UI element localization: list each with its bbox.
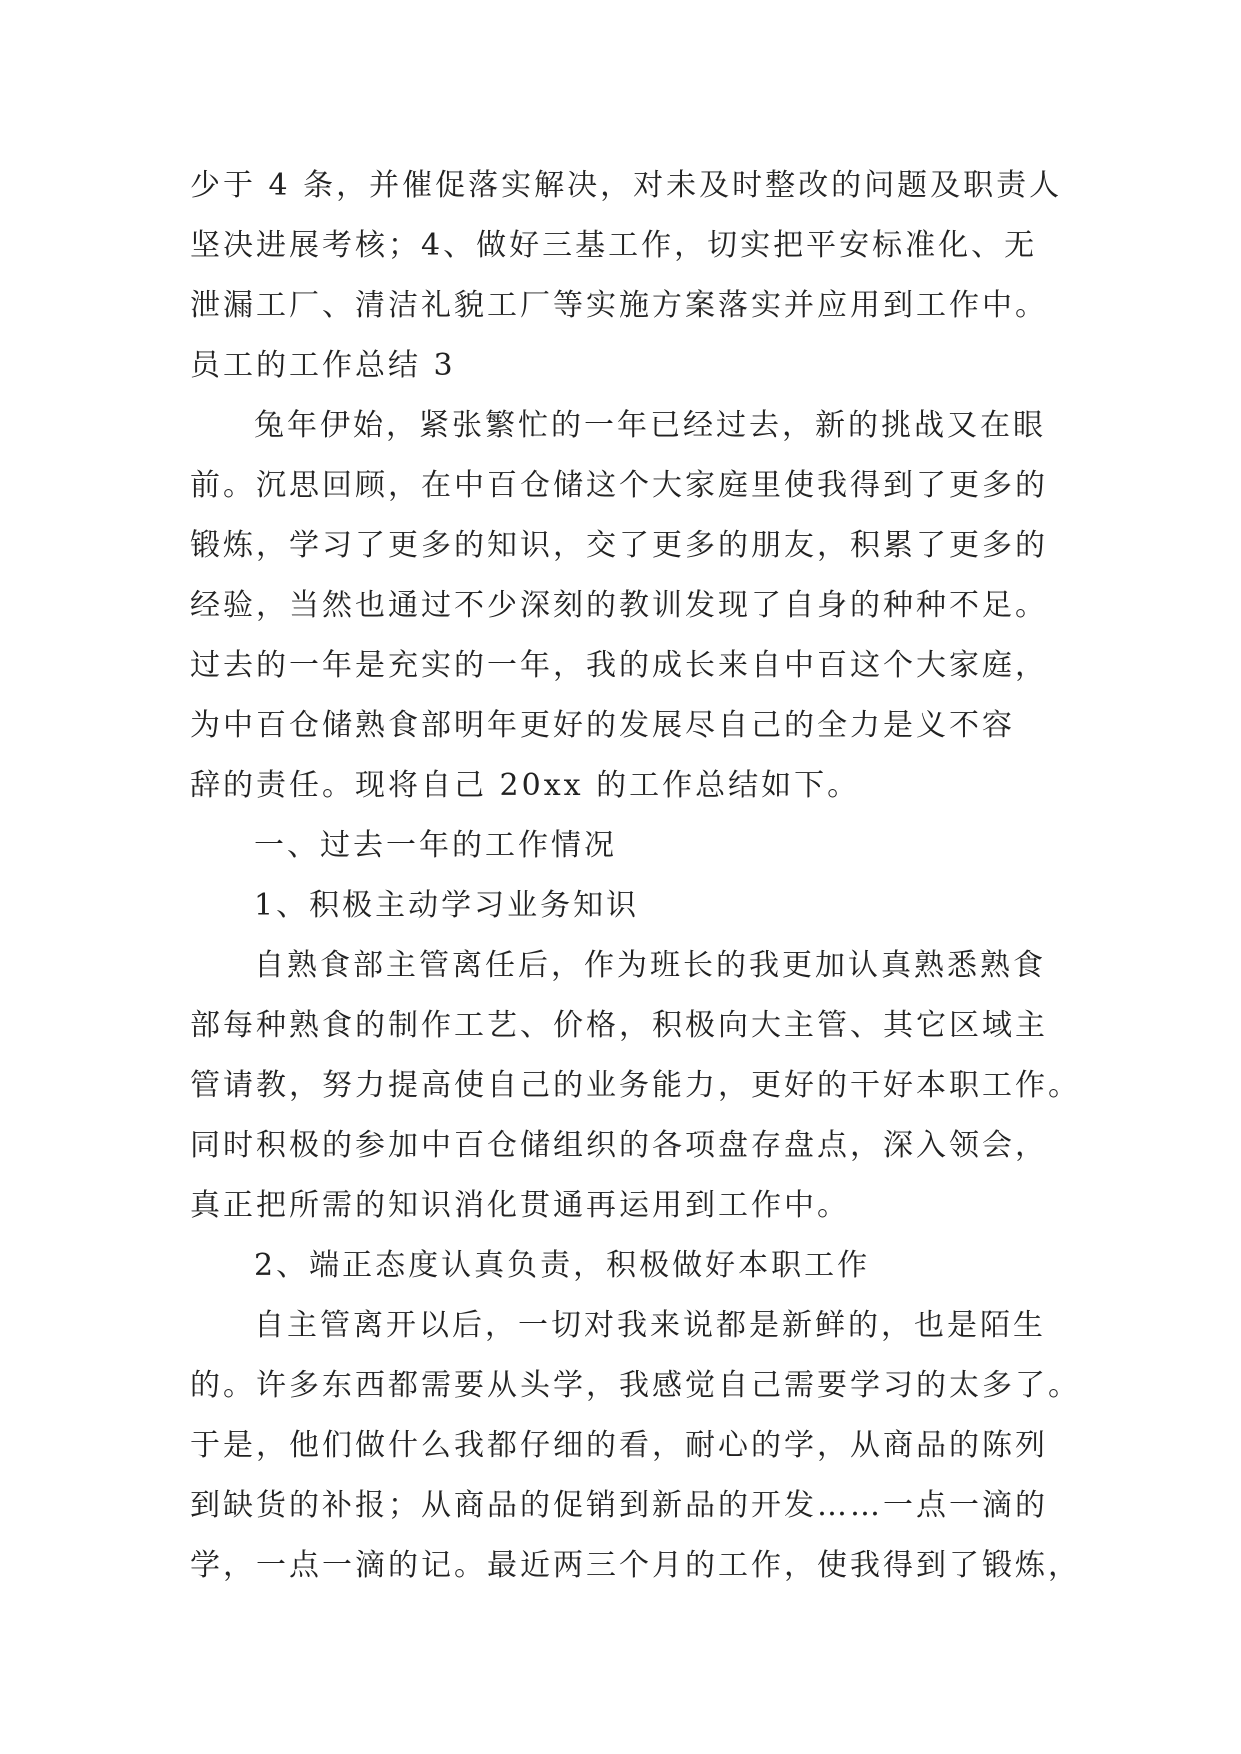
text-line: 同时积极的参加中百仓储组织的各项盘存盘点，深入领会，: [190, 1128, 1048, 1163]
document-body: [190, 156, 1081, 1596]
text-line: 锻炼，学习了更多的知识，交了更多的朋友，积累了更多的: [190, 528, 1048, 563]
subheading: 2、端正态度认真负责，积极做好本职工作: [254, 1248, 871, 1283]
paragraph-first-line: 兔年伊始，紧张繁忙的一年已经过去，新的挑战又在眼: [254, 408, 1046, 443]
text-line: 到缺货的补报；从商品的促销到新品的开发……一点一滴的: [190, 1488, 1048, 1523]
text-line: 少于 4 条，并催促落实解决，对未及时整改的问题及职责人: [190, 168, 1063, 203]
text-line: 管请教，努力提高使自己的业务能力，更好的干好本职工作。: [190, 1068, 1081, 1103]
text-line: 真正把所需的知识消化贯通再运用到工作中。: [190, 1188, 850, 1223]
text-line: 辞的责任。现将自己 20xx 的工作总结如下。: [190, 768, 861, 803]
section-heading: 员工的工作总结 3: [190, 348, 456, 383]
text-line: 经验，当然也通过不少深刻的教训发现了自身的种种不足。: [190, 588, 1048, 623]
paragraph-first-line: 自主管离开以后，一切对我来说都是新鲜的，也是陌生: [254, 1308, 1046, 1343]
text-line: 泄漏工厂、清洁礼貌工厂等实施方案落实并应用到工作中。: [190, 288, 1048, 323]
text-line: 前。沉思回顾，在中百仓储这个大家庭里使我得到了更多的: [190, 468, 1048, 503]
text-line: 部每种熟食的制作工艺、价格，积极向大主管、其它区域主: [190, 1008, 1048, 1043]
text-line: 于是，他们做什么我都仔细的看，耐心的学，从商品的陈列: [190, 1428, 1048, 1463]
text-line: 坚决进展考核；4、做好三基工作，切实把平安标准化、无: [190, 228, 1038, 263]
paragraph-first-line: 自熟食部主管离任后，作为班长的我更加认真熟悉熟食: [254, 948, 1046, 983]
subheading: 一、过去一年的工作情况: [254, 828, 617, 863]
text-line: 学，一点一滴的记。最近两三个月的工作，使我得到了锻炼，: [190, 1548, 1081, 1583]
subheading: 1、积极主动学习业务知识: [254, 888, 640, 923]
text-line: 的。许多东西都需要从头学，我感觉自己需要学习的太多了。: [190, 1368, 1081, 1403]
text-line: 过去的一年是充实的一年，我的成长来自中百这个大家庭，: [190, 648, 1048, 683]
text-line: 为中百仓储熟食部明年更好的发展尽自己的全力是义不容: [190, 708, 1015, 743]
